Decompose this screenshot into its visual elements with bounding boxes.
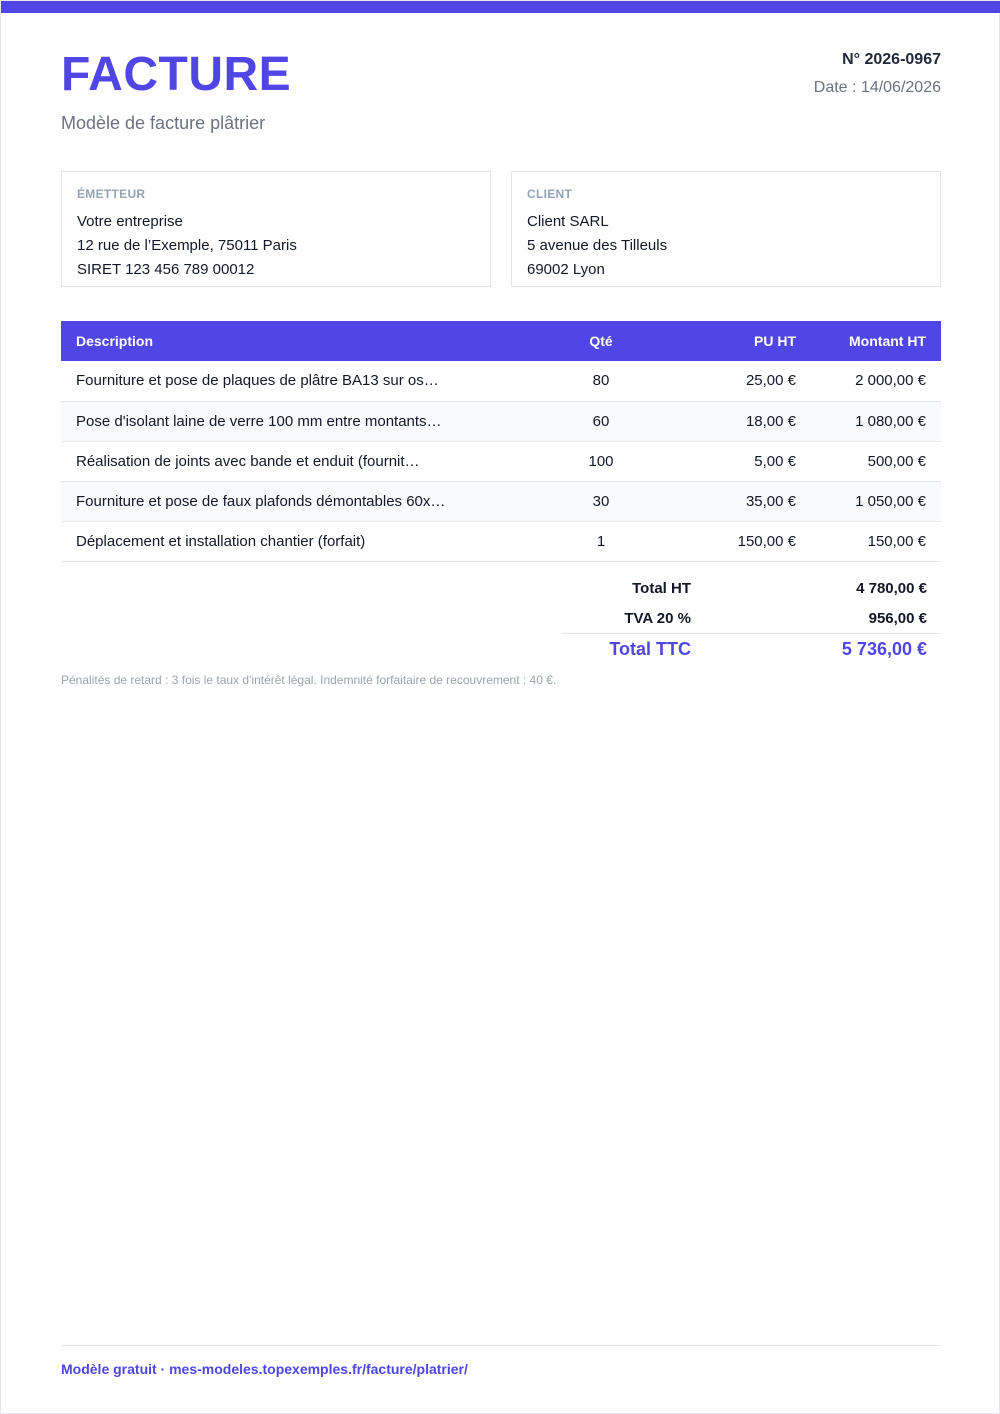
total-ht-label: Total HT	[632, 579, 691, 597]
table-row	[61, 401, 941, 441]
issuer-label: ÉMETTEUR	[77, 187, 146, 201]
invoice-date: Date : 14/06/2026	[813, 79, 941, 96]
invoice-title: FACTURE	[61, 48, 292, 101]
issuer-address: 12 rue de l’Exemple, 75011 Paris	[77, 237, 297, 254]
row-unit-price: 18,00 €	[681, 401, 811, 441]
row-description: Réalisation de joints avec bande et enduit (fournit…	[61, 441, 521, 481]
row-unit-price: 25,00 €	[681, 361, 811, 401]
row-qty: 30	[521, 481, 681, 521]
row-amount: 2 000,00 €	[811, 361, 941, 401]
client-city: 69002 Lyon	[527, 261, 605, 278]
tva-value: 956,00 €	[868, 609, 927, 627]
table-header-row	[61, 321, 941, 361]
header-description: Description	[76, 333, 154, 349]
table-row	[61, 481, 941, 521]
row-amount: 500,00 €	[811, 441, 941, 481]
tva-label: TVA 20 %	[624, 609, 691, 627]
footer-divider	[61, 1345, 941, 1346]
client-street: 5 avenue des Tilleuls	[527, 237, 668, 254]
table-row	[61, 521, 941, 561]
client-box	[511, 171, 941, 287]
header-amount: Montant HT	[849, 333, 926, 349]
row-amount: 150,00 €	[811, 521, 941, 561]
invoice-subtitle: Modèle de facture plâtrier	[61, 113, 266, 133]
late-payment-note: Pénalités de retard : 3 fois le taux d'intérêt légal. Indemnité forfaitaire de recouvrement : 40 €.	[61, 673, 557, 687]
client-label: CLIENT	[527, 187, 573, 201]
row-description: Déplacement et installation chantier (forfait)	[61, 521, 521, 561]
client-name: Client SARL	[527, 213, 609, 230]
table-row	[61, 361, 941, 401]
row-description: Pose d'isolant laine de verre 100 mm entre montants…	[61, 401, 521, 441]
issuer-box	[61, 171, 491, 287]
row-unit-price: 5,00 €	[681, 441, 811, 481]
row-qty: 1	[521, 521, 681, 561]
totals-block	[561, 573, 941, 665]
header-unit-price: PU HT	[754, 333, 796, 349]
invoice-meta	[814, 49, 941, 99]
row-amount: 1 080,00 €	[811, 401, 941, 441]
row-amount: 1 050,00 €	[811, 481, 941, 521]
row-unit-price: 150,00 €	[681, 521, 811, 561]
total-ttc-row	[561, 633, 941, 665]
tva-row	[561, 603, 941, 633]
header-qty: Qté	[589, 333, 613, 349]
row-qty: 60	[521, 401, 681, 441]
items-table	[61, 321, 941, 562]
row-unit-price: 35,00 €	[681, 481, 811, 521]
row-description: Fourniture et pose de plaques de plâtre BA13 sur os…	[61, 361, 521, 401]
total-ttc-value: 5 736,00 €	[841, 639, 927, 659]
invoice-header	[61, 49, 941, 149]
total-ttc-label: Total TTC	[609, 639, 691, 659]
table-row	[61, 441, 941, 481]
footer-link[interactable]: Modèle gratuit · mes-modeles.topexemples.fr/facture/platrier/	[61, 1361, 468, 1377]
invoice-number: N° 2026-0967	[842, 51, 941, 68]
issuer-name: Votre entreprise	[77, 213, 183, 230]
accent-top-bar	[1, 1, 1000, 13]
row-qty: 100	[521, 441, 681, 481]
row-description: Fourniture et pose de faux plafonds démontables 60x…	[61, 481, 521, 521]
total-ht-value: 4 780,00 €	[856, 579, 927, 597]
total-ht-row	[561, 573, 941, 603]
issuer-siret: SIRET 123 456 789 00012	[77, 261, 255, 278]
row-qty: 80	[521, 361, 681, 401]
